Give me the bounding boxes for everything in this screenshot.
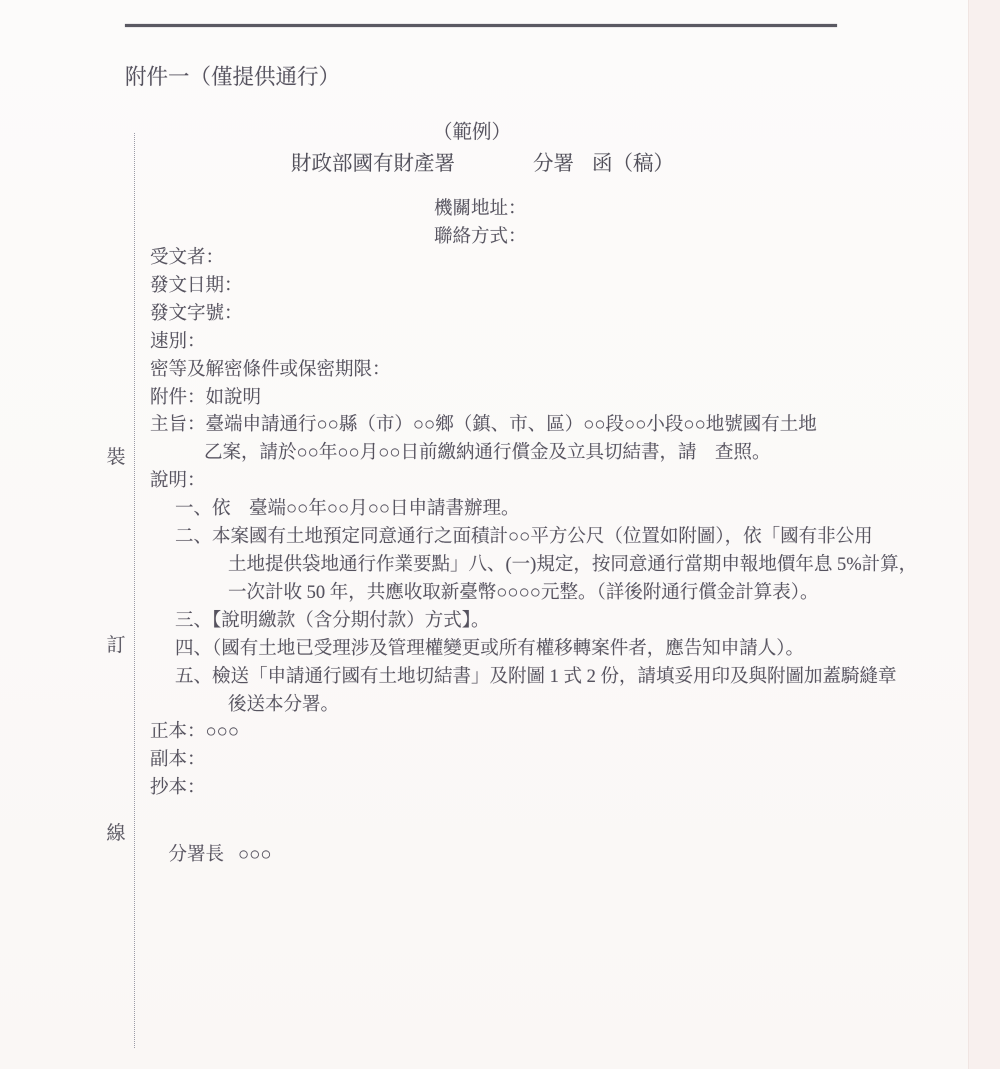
issue-date-line: 發文日期： bbox=[150, 275, 243, 296]
letter-body bbox=[0, 245, 1000, 803]
attachment-note: 附件一（僅提供通行） bbox=[125, 65, 341, 89]
binding-mark-zhuang: 裝 bbox=[106, 447, 126, 468]
copy-duplicate-line: 副本： bbox=[150, 750, 206, 771]
agency-address-label: 機關地址： bbox=[434, 199, 527, 219]
description-item-5-line-2: 後送本分署。 bbox=[228, 694, 340, 715]
signature-line bbox=[150, 814, 272, 898]
description-item-2-line-1: 二、本案國有土地預定同意通行之面積計○○平方公尺（位置如附圖），依「國有非公用 bbox=[175, 527, 873, 548]
copy-original-line: 正本：○○○ bbox=[150, 722, 240, 743]
description-item-2-line-2: 土地提供袋地通行作業要點」八、(一)規定，按同意通行當期申報地價年息 5%計算， bbox=[228, 554, 918, 575]
doc-number-line: 發文字號： bbox=[150, 303, 243, 324]
letter-title-doc-type: 函（稿） bbox=[592, 153, 674, 175]
copy-transcript-line: 抄本： bbox=[150, 778, 206, 799]
letter-title bbox=[291, 146, 674, 176]
example-label: （範例） bbox=[433, 122, 512, 143]
letter-title-org: 財政部國有財產署 bbox=[291, 153, 455, 175]
contact-method-label: 聯絡方式： bbox=[434, 226, 527, 247]
description-item-2-line-3: 一次計收 50 年，共應收取新臺幣○○○○元整。（詳後附通行償金計算表）。 bbox=[228, 582, 819, 603]
signature-name: ○○○ bbox=[238, 844, 272, 865]
subject-line-2: 乙案，請於○○年○○月○○日前繳納通行償金及立具切結書，請 查照。 bbox=[204, 443, 771, 464]
description-item-3: 三、【說明繳款（含分期付款）方式】。 bbox=[175, 610, 490, 631]
attachment-line: 附件：如說明 bbox=[150, 387, 262, 408]
priority-line: 速別： bbox=[150, 331, 206, 352]
binding-mark-ding: 訂 bbox=[106, 635, 126, 656]
description-item-1: 一、依 臺端○○年○○月○○日申請書辦理。 bbox=[175, 499, 520, 520]
security-line: 密等及解密條件或保密期限： bbox=[150, 359, 391, 380]
recipient-line: 受文者： bbox=[150, 248, 225, 268]
agency-contact-block bbox=[434, 196, 527, 252]
letter-title-branch: 分署 bbox=[533, 153, 574, 175]
description-heading: 說明： bbox=[150, 471, 206, 492]
subject-line-1: 主旨：臺端申請通行○○縣（市）○○鄉（鎮、市、區）○○段○○小段○○地號國有土地 bbox=[150, 415, 817, 436]
binding-mark-xian: 線 bbox=[106, 823, 126, 844]
description-item-5-line-1: 五、檢送「申請通行國有土地切結書」及附圖 1 式 2 份，請填妥用印及與附圖加蓋騎縫章 bbox=[175, 666, 897, 687]
signature-title: 分署長 bbox=[168, 844, 225, 865]
description-item-4: 四、（國有土地已受理涉及管理權變更或所有權移轉案件者，應告知申請人）。 bbox=[175, 638, 805, 659]
top-rule-line bbox=[125, 24, 837, 27]
